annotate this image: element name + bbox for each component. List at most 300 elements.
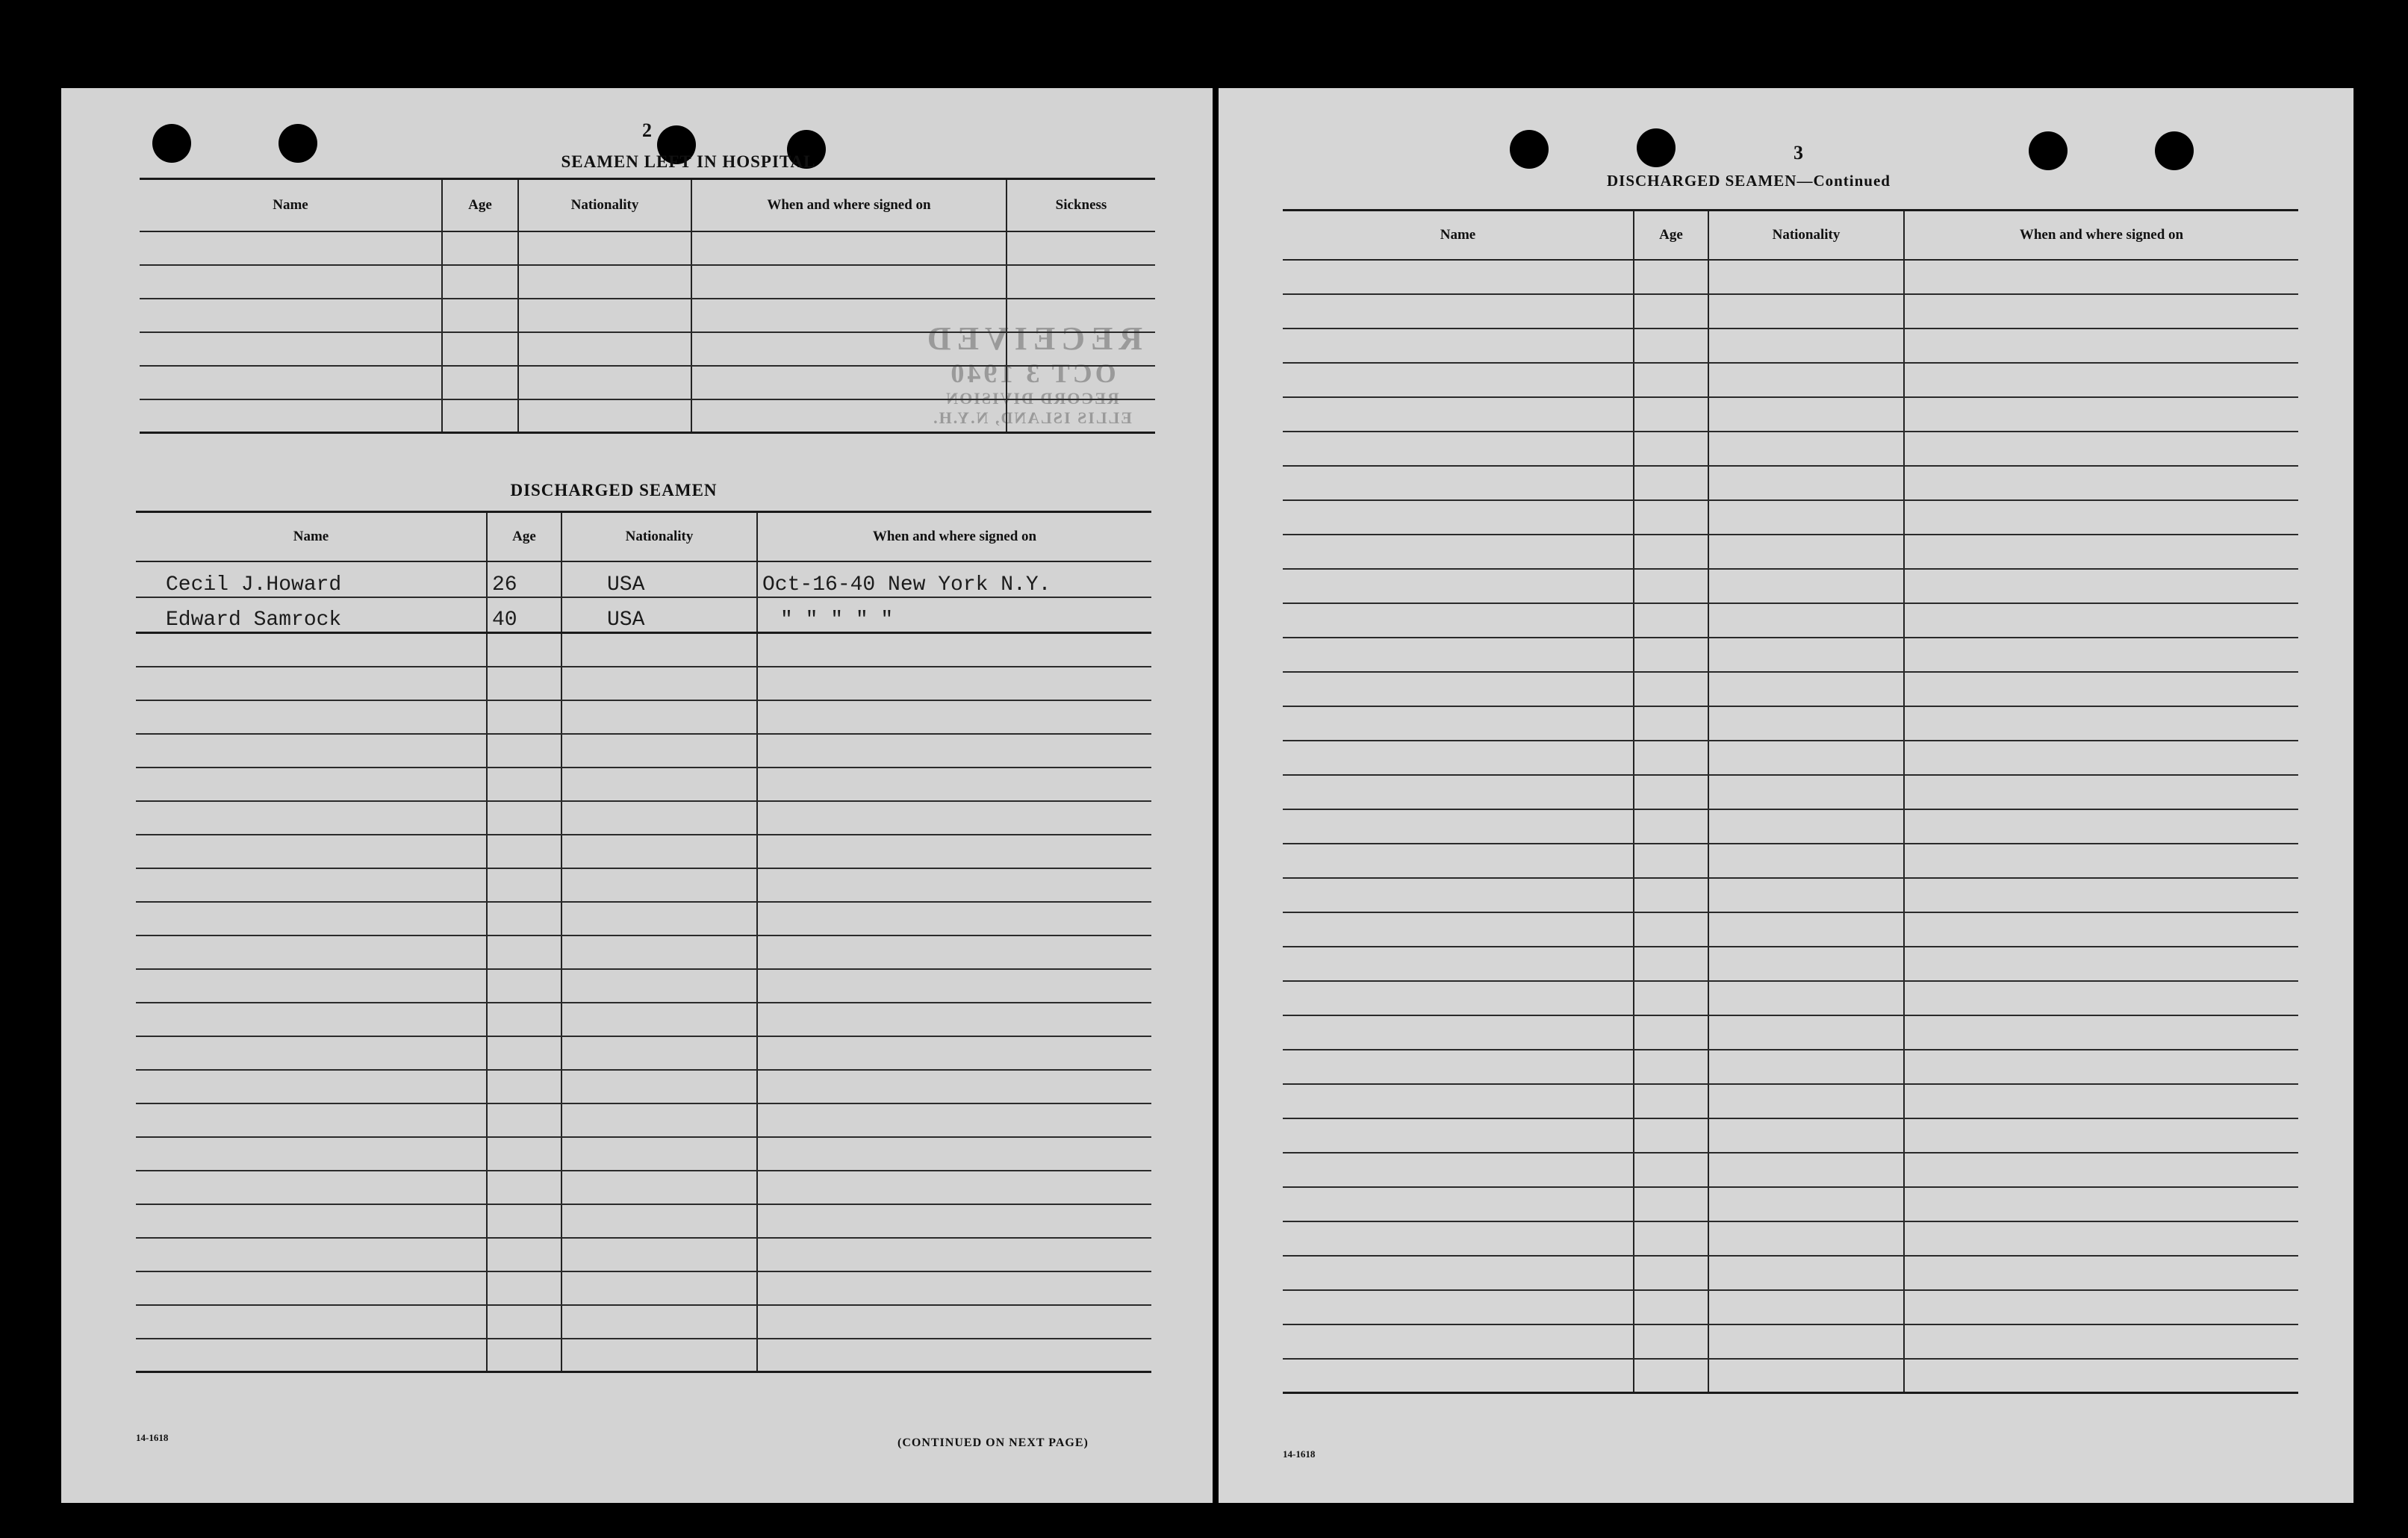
blank-cell bbox=[136, 835, 487, 868]
blank-cell bbox=[1283, 1290, 1634, 1324]
blank-cell bbox=[1904, 1290, 2298, 1324]
blank-cell bbox=[136, 1036, 487, 1070]
blank-cell bbox=[1904, 947, 2298, 981]
blank-cell bbox=[1708, 912, 1904, 947]
blank-row bbox=[1283, 500, 2298, 535]
blank-cell bbox=[442, 332, 518, 366]
blank-cell bbox=[757, 935, 1151, 969]
seaman-signed-on: " " " " " bbox=[757, 597, 1151, 633]
blank-cell bbox=[1904, 1050, 2298, 1084]
blank-row bbox=[136, 868, 1151, 902]
punch-hole bbox=[2029, 131, 2068, 170]
blank-cell bbox=[442, 366, 518, 399]
punch-hole bbox=[152, 124, 191, 163]
discharged-table bbox=[136, 511, 1151, 1373]
blank-row bbox=[140, 299, 1155, 332]
blank-cell bbox=[136, 667, 487, 700]
col-header-age: Age bbox=[442, 179, 518, 231]
blank-cell bbox=[1708, 1290, 1904, 1324]
col-header-name: Name bbox=[140, 179, 442, 231]
blank-row bbox=[136, 1003, 1151, 1036]
blank-cell bbox=[1283, 878, 1634, 912]
blank-cell bbox=[1904, 1015, 2298, 1050]
blank-cell bbox=[1708, 1015, 1904, 1050]
blank-cell bbox=[561, 1204, 757, 1238]
blank-cell bbox=[1904, 741, 2298, 775]
col-header-nationality: Nationality bbox=[561, 512, 757, 561]
blank-cell bbox=[1283, 1153, 1634, 1187]
blank-cell bbox=[561, 1137, 757, 1171]
blank-cell bbox=[757, 1271, 1151, 1305]
blank-cell bbox=[1634, 706, 1708, 741]
blank-row bbox=[1283, 1050, 2298, 1084]
blank-cell bbox=[1708, 741, 1904, 775]
blank-cell bbox=[1634, 912, 1708, 947]
blank-row bbox=[1283, 294, 2298, 329]
blank-cell bbox=[518, 299, 691, 332]
blank-cell bbox=[1708, 535, 1904, 569]
blank-cell bbox=[136, 768, 487, 801]
blank-cell bbox=[1904, 1084, 2298, 1118]
seaman-age: 40 bbox=[487, 597, 561, 633]
blank-cell bbox=[1904, 1359, 2298, 1393]
blank-row bbox=[136, 1271, 1151, 1305]
blank-row bbox=[1283, 329, 2298, 363]
blank-cell bbox=[1634, 1221, 1708, 1256]
blank-cell bbox=[136, 700, 487, 734]
blank-row bbox=[1283, 1290, 2298, 1324]
blank-cell bbox=[1708, 603, 1904, 638]
blank-cell bbox=[1904, 775, 2298, 809]
col-header-sickness: Sickness bbox=[1007, 179, 1155, 231]
blank-cell bbox=[1634, 397, 1708, 432]
blank-cell bbox=[561, 935, 757, 969]
blank-cell bbox=[1708, 844, 1904, 878]
blank-cell bbox=[487, 1003, 561, 1036]
blank-cell bbox=[1904, 809, 2298, 844]
col-header-name: Name bbox=[1283, 211, 1634, 260]
blank-cell bbox=[487, 1238, 561, 1271]
left-page bbox=[61, 88, 1213, 1503]
blank-cell bbox=[518, 265, 691, 299]
blank-cell bbox=[561, 1036, 757, 1070]
blank-cell bbox=[1283, 397, 1634, 432]
blank-cell bbox=[1708, 569, 1904, 603]
blank-row bbox=[136, 969, 1151, 1003]
blank-row bbox=[136, 1137, 1151, 1171]
blank-cell bbox=[1904, 844, 2298, 878]
blank-cell bbox=[1283, 1359, 1634, 1393]
blank-cell bbox=[1904, 1153, 2298, 1187]
blank-cell bbox=[561, 734, 757, 768]
page-number: 2 bbox=[642, 119, 652, 141]
blank-cell bbox=[1708, 1118, 1904, 1153]
blank-cell bbox=[561, 801, 757, 835]
blank-cell bbox=[1708, 1153, 1904, 1187]
blank-cell bbox=[757, 667, 1151, 700]
blank-row bbox=[1283, 1084, 2298, 1118]
blank-cell bbox=[487, 868, 561, 902]
blank-row bbox=[136, 1103, 1151, 1137]
blank-cell bbox=[1283, 706, 1634, 741]
blank-cell bbox=[140, 366, 442, 399]
col-header-signed-on: When and where signed on bbox=[691, 179, 1007, 231]
blank-cell bbox=[1283, 1324, 1634, 1359]
punch-hole bbox=[1510, 130, 1549, 169]
seaman-signed-on: Oct-16-40 New York N.Y. bbox=[757, 561, 1151, 597]
col-header-name: Name bbox=[136, 512, 487, 561]
blank-row bbox=[136, 935, 1151, 969]
blank-cell bbox=[487, 801, 561, 835]
blank-cell bbox=[487, 1070, 561, 1103]
blank-cell bbox=[757, 1036, 1151, 1070]
blank-cell bbox=[1634, 569, 1708, 603]
blank-cell bbox=[561, 835, 757, 868]
blank-cell bbox=[487, 667, 561, 700]
blank-cell bbox=[487, 902, 561, 935]
blank-cell bbox=[1904, 466, 2298, 500]
blank-cell bbox=[1708, 672, 1904, 706]
blank-row bbox=[136, 902, 1151, 935]
blank-cell bbox=[1283, 809, 1634, 844]
blank-cell bbox=[1708, 1187, 1904, 1221]
blank-row bbox=[136, 734, 1151, 768]
blank-cell bbox=[1283, 1221, 1634, 1256]
blank-cell bbox=[561, 700, 757, 734]
blank-row bbox=[1283, 1359, 2298, 1393]
blank-row bbox=[140, 332, 1155, 366]
blank-cell bbox=[140, 265, 442, 299]
blank-cell bbox=[1283, 294, 1634, 329]
blank-cell bbox=[136, 1003, 487, 1036]
blank-cell bbox=[1283, 260, 1634, 294]
blank-cell bbox=[1634, 775, 1708, 809]
blank-cell bbox=[487, 768, 561, 801]
blank-cell bbox=[1904, 432, 2298, 466]
blank-cell bbox=[1634, 329, 1708, 363]
blank-cell bbox=[1708, 260, 1904, 294]
blank-row bbox=[1283, 363, 2298, 397]
blank-cell bbox=[1904, 912, 2298, 947]
blank-cell bbox=[691, 265, 1007, 299]
blank-cell bbox=[1708, 947, 1904, 981]
blank-cell bbox=[518, 399, 691, 433]
blank-cell bbox=[1708, 981, 1904, 1015]
blank-cell bbox=[1283, 947, 1634, 981]
blank-cell bbox=[561, 768, 757, 801]
discharged-continued-body bbox=[1283, 260, 2298, 1393]
blank-cell bbox=[1283, 603, 1634, 638]
blank-cell bbox=[561, 969, 757, 1003]
blank-cell bbox=[757, 1137, 1151, 1171]
blank-cell bbox=[1283, 1118, 1634, 1153]
table-row bbox=[136, 561, 1151, 597]
blank-row bbox=[136, 667, 1151, 700]
blank-cell bbox=[140, 299, 442, 332]
blank-cell bbox=[1904, 706, 2298, 741]
blank-row bbox=[136, 1171, 1151, 1204]
blank-cell bbox=[1283, 912, 1634, 947]
blank-cell bbox=[136, 1271, 487, 1305]
punch-hole bbox=[1637, 128, 1676, 167]
blank-cell bbox=[757, 1339, 1151, 1372]
blank-cell bbox=[487, 835, 561, 868]
blank-cell bbox=[136, 1339, 487, 1372]
hospital-section-title: SEAMEN LEFT IN HOSPITAL bbox=[561, 152, 816, 171]
blank-cell bbox=[1283, 844, 1634, 878]
blank-cell bbox=[1904, 638, 2298, 672]
blank-cell bbox=[136, 734, 487, 768]
blank-cell bbox=[1708, 466, 1904, 500]
blank-cell bbox=[757, 868, 1151, 902]
blank-cell bbox=[561, 902, 757, 935]
blank-cell bbox=[136, 801, 487, 835]
blank-cell bbox=[1634, 981, 1708, 1015]
blank-cell bbox=[757, 1171, 1151, 1204]
blank-cell bbox=[757, 1204, 1151, 1238]
blank-row bbox=[136, 633, 1151, 667]
blank-row bbox=[1283, 981, 2298, 1015]
blank-cell bbox=[136, 868, 487, 902]
blank-cell bbox=[1283, 775, 1634, 809]
blank-cell bbox=[136, 1305, 487, 1339]
blank-cell bbox=[1634, 638, 1708, 672]
blank-cell bbox=[487, 1036, 561, 1070]
blank-cell bbox=[561, 1171, 757, 1204]
discharged-section-title: DISCHARGED SEAMEN bbox=[510, 481, 718, 499]
blank-row bbox=[1283, 432, 2298, 466]
blank-cell bbox=[561, 1339, 757, 1372]
blank-cell bbox=[1283, 1015, 1634, 1050]
blank-cell bbox=[518, 231, 691, 265]
blank-cell bbox=[1007, 299, 1155, 332]
blank-cell bbox=[1634, 1359, 1708, 1393]
blank-row bbox=[136, 1204, 1151, 1238]
col-header-age: Age bbox=[487, 512, 561, 561]
blank-cell bbox=[1708, 1256, 1904, 1290]
stamp-line: RECEIVED bbox=[921, 320, 1143, 357]
blank-cell bbox=[757, 1103, 1151, 1137]
blank-cell bbox=[1634, 878, 1708, 912]
blank-cell bbox=[1634, 672, 1708, 706]
blank-cell bbox=[1904, 672, 2298, 706]
blank-cell bbox=[1283, 569, 1634, 603]
stamp-line: ELLIS ISLAND, N.Y.H. bbox=[932, 408, 1132, 427]
page-number: 3 bbox=[1793, 142, 1803, 164]
blank-row bbox=[1283, 1221, 2298, 1256]
blank-cell bbox=[1634, 1324, 1708, 1359]
blank-cell bbox=[1283, 741, 1634, 775]
blank-cell bbox=[757, 1238, 1151, 1271]
blank-cell bbox=[487, 734, 561, 768]
blank-cell bbox=[487, 1103, 561, 1137]
blank-cell bbox=[140, 332, 442, 366]
blank-row bbox=[136, 1036, 1151, 1070]
blank-row bbox=[1283, 1015, 2298, 1050]
blank-cell bbox=[691, 399, 1007, 433]
blank-cell bbox=[757, 1305, 1151, 1339]
blank-cell bbox=[757, 768, 1151, 801]
blank-cell bbox=[1904, 500, 2298, 535]
blank-cell bbox=[1904, 603, 2298, 638]
blank-row bbox=[1283, 1153, 2298, 1187]
blank-row bbox=[1283, 912, 2298, 947]
blank-cell bbox=[1634, 1015, 1708, 1050]
blank-row bbox=[1283, 672, 2298, 706]
blank-cell bbox=[691, 332, 1007, 366]
blank-row bbox=[1283, 466, 2298, 500]
blank-cell bbox=[1904, 535, 2298, 569]
blank-cell bbox=[561, 1238, 757, 1271]
blank-cell bbox=[1283, 1050, 1634, 1084]
blank-row bbox=[136, 1238, 1151, 1271]
blank-row bbox=[140, 366, 1155, 399]
blank-cell bbox=[487, 1271, 561, 1305]
blank-cell bbox=[1904, 1187, 2298, 1221]
blank-cell bbox=[757, 801, 1151, 835]
blank-cell bbox=[1904, 878, 2298, 912]
blank-cell bbox=[1708, 878, 1904, 912]
blank-cell bbox=[1283, 329, 1634, 363]
blank-cell bbox=[136, 1070, 487, 1103]
blank-cell bbox=[757, 633, 1151, 667]
blank-cell bbox=[140, 231, 442, 265]
blank-cell bbox=[1708, 1359, 1904, 1393]
seaman-age: 26 bbox=[487, 561, 561, 597]
blank-row bbox=[1283, 535, 2298, 569]
blank-cell bbox=[1283, 1256, 1634, 1290]
blank-cell bbox=[1708, 363, 1904, 397]
blank-cell bbox=[1634, 1153, 1708, 1187]
blank-cell bbox=[442, 399, 518, 433]
blank-cell bbox=[1708, 294, 1904, 329]
seaman-name: Edward Samrock bbox=[136, 597, 487, 633]
col-header-nationality: Nationality bbox=[1708, 211, 1904, 260]
blank-cell bbox=[1634, 363, 1708, 397]
blank-cell bbox=[1708, 1221, 1904, 1256]
blank-cell bbox=[487, 935, 561, 969]
blank-row bbox=[1283, 1324, 2298, 1359]
blank-cell bbox=[1708, 500, 1904, 535]
col-header-signed-on: When and where signed on bbox=[757, 512, 1151, 561]
blank-cell bbox=[1007, 231, 1155, 265]
blank-cell bbox=[487, 1204, 561, 1238]
blank-cell bbox=[1283, 500, 1634, 535]
blank-cell bbox=[561, 1305, 757, 1339]
blank-cell bbox=[757, 1003, 1151, 1036]
blank-row bbox=[1283, 947, 2298, 981]
blank-cell bbox=[1904, 260, 2298, 294]
blank-cell bbox=[1708, 1084, 1904, 1118]
blank-row bbox=[1283, 397, 2298, 432]
blank-cell bbox=[442, 231, 518, 265]
right-page bbox=[1219, 88, 2353, 1503]
blank-cell bbox=[1634, 432, 1708, 466]
blank-cell bbox=[1634, 1290, 1708, 1324]
col-header-nationality: Nationality bbox=[518, 179, 691, 231]
blank-cell bbox=[757, 969, 1151, 1003]
blank-cell bbox=[1007, 265, 1155, 299]
blank-cell bbox=[1634, 260, 1708, 294]
blank-cell bbox=[561, 1271, 757, 1305]
blank-cell bbox=[1708, 1324, 1904, 1359]
blank-cell bbox=[487, 700, 561, 734]
blank-cell bbox=[136, 969, 487, 1003]
blank-cell bbox=[1283, 1187, 1634, 1221]
blank-cell bbox=[691, 231, 1007, 265]
blank-cell bbox=[1634, 947, 1708, 981]
blank-cell bbox=[1283, 363, 1634, 397]
blank-cell bbox=[757, 1070, 1151, 1103]
blank-cell bbox=[1904, 981, 2298, 1015]
blank-cell bbox=[1708, 432, 1904, 466]
blank-row bbox=[1283, 638, 2298, 672]
punch-hole bbox=[279, 124, 317, 163]
discharged-continued-table bbox=[1283, 209, 2298, 1394]
blank-cell bbox=[1283, 672, 1634, 706]
blank-cell bbox=[1007, 332, 1155, 366]
blank-cell bbox=[1708, 397, 1904, 432]
blank-cell bbox=[487, 969, 561, 1003]
blank-cell bbox=[136, 633, 487, 667]
blank-cell bbox=[487, 1171, 561, 1204]
blank-cell bbox=[1634, 809, 1708, 844]
blank-row bbox=[1283, 878, 2298, 912]
hospital-table bbox=[140, 178, 1155, 434]
blank-row bbox=[136, 1305, 1151, 1339]
blank-row bbox=[136, 801, 1151, 835]
blank-row bbox=[140, 265, 1155, 299]
blank-cell bbox=[136, 902, 487, 935]
blank-row bbox=[1283, 1256, 2298, 1290]
blank-row bbox=[136, 1070, 1151, 1103]
blank-cell bbox=[442, 265, 518, 299]
blank-cell bbox=[1634, 535, 1708, 569]
blank-cell bbox=[561, 868, 757, 902]
blank-row bbox=[1283, 260, 2298, 294]
seaman-nationality: USA bbox=[561, 597, 757, 633]
blank-cell bbox=[518, 332, 691, 366]
blank-cell bbox=[757, 700, 1151, 734]
table-row bbox=[136, 597, 1151, 633]
blank-cell bbox=[487, 633, 561, 667]
blank-cell bbox=[136, 935, 487, 969]
blank-cell bbox=[561, 667, 757, 700]
blank-cell bbox=[1634, 844, 1708, 878]
blank-cell bbox=[561, 1070, 757, 1103]
blank-cell bbox=[442, 299, 518, 332]
blank-cell bbox=[1708, 329, 1904, 363]
blank-cell bbox=[1904, 1118, 2298, 1153]
blank-cell bbox=[1708, 638, 1904, 672]
blank-cell bbox=[136, 1238, 487, 1271]
blank-row bbox=[1283, 775, 2298, 809]
discharged-blank-rows bbox=[136, 633, 1151, 1372]
blank-cell bbox=[140, 399, 442, 433]
blank-row bbox=[136, 700, 1151, 734]
blank-cell bbox=[691, 366, 1007, 399]
blank-cell bbox=[1634, 466, 1708, 500]
stamp-date: OCT 3 1940 bbox=[948, 358, 1116, 388]
blank-cell bbox=[1904, 294, 2298, 329]
blank-row bbox=[1283, 741, 2298, 775]
blank-cell bbox=[136, 1204, 487, 1238]
blank-cell bbox=[1904, 1256, 2298, 1290]
blank-row bbox=[136, 835, 1151, 868]
form-number: 14-1618 bbox=[1283, 1448, 1316, 1460]
blank-cell bbox=[1634, 1050, 1708, 1084]
col-header-signed-on: When and where signed on bbox=[1904, 211, 2298, 260]
